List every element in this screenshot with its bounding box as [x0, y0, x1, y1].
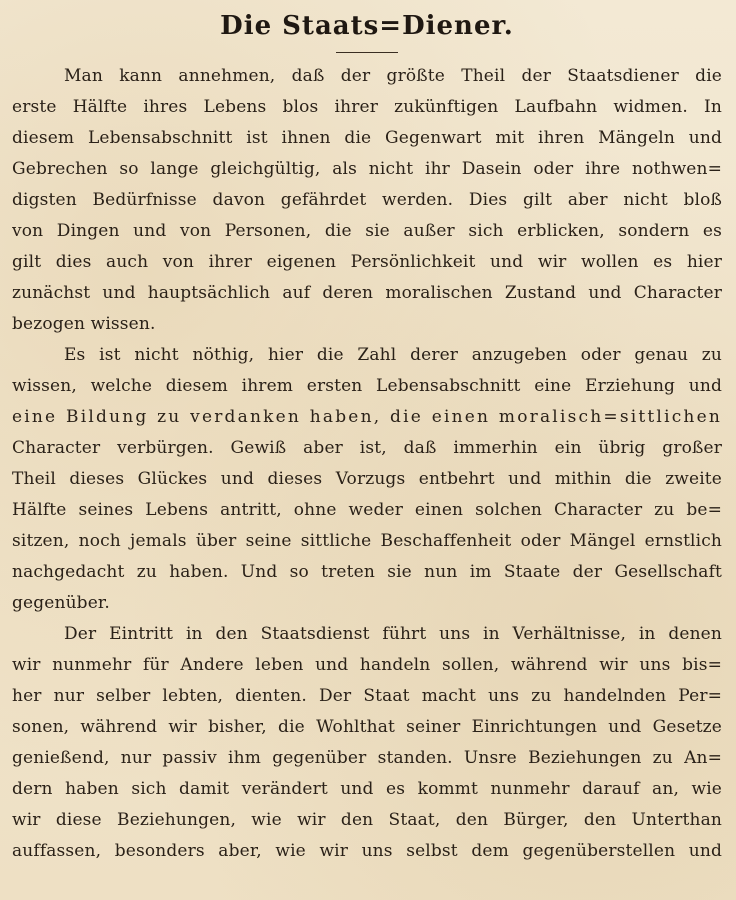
text-line: digsten Bedürfnisse davon gefährdet werden. Dies gilt aber nicht bloß — [12, 190, 722, 210]
text-line: eine Bildung zu verdanken haben, die einen moralisch=sittlichen — [12, 407, 722, 427]
text-line: sonen, während wir bisher, die Wohlthat seiner Einrichtungen und Gesetze — [12, 717, 722, 737]
text-line: nachgedacht zu haben. Und so treten sie nun im Staate der Gesellschaft — [12, 562, 722, 582]
text-line: Hälfte seines Lebens antritt, ohne weder einen solchen Character zu be= — [12, 500, 722, 520]
text-line: wir diese Beziehungen, wie wir den Staat, den Bürger, den Unterthan — [12, 810, 722, 830]
text-line: bezogen wissen. — [12, 314, 156, 334]
text-line: gegenüber. — [12, 593, 110, 613]
page-title: Die Staats=Diener. — [220, 11, 514, 41]
text-line: zunächst und hauptsächlich auf deren moralischen Zustand und Character — [12, 283, 722, 303]
text-line: diesem Lebensabschnitt ist ihnen die Gegenwart mit ihren Mängeln und — [12, 128, 722, 148]
text-line: wissen, welche diesem ihrem ersten Lebensabschnitt eine Erziehung und — [12, 376, 722, 396]
text-line: sitzen, noch jemals über seine sittliche Beschaffenheit oder Mängel ernstlich — [12, 531, 722, 551]
text-line: gilt dies auch von ihrer eigenen Persönlichkeit und wir wollen es hier — [12, 252, 722, 272]
text-line: her nur selber lebten, dienten. Der Staat macht uns zu handelnden Per= — [12, 686, 722, 706]
text-line: Character verbürgen. Gewiß aber ist, daß immerhin ein übrig großer — [12, 438, 722, 458]
text-line: wir nunmehr für Andere leben und handeln sollen, während wir uns bis= — [12, 655, 722, 675]
text-line: von Dingen und von Personen, die sie außer sich erblicken, sondern es — [12, 221, 722, 241]
text-line: Gebrechen so lange gleichgültig, als nicht ihr Dasein oder ihre nothwen= — [12, 159, 722, 179]
paragraph-1 — [12, 61, 722, 340]
text-line: erste Hälfte ihres Lebens blos ihrer zukünftigen Laufbahn widmen. In — [12, 97, 722, 117]
text-line: Man kann annehmen, daß der größte Theil der Staatsdiener die — [64, 66, 722, 86]
text-line: Es ist nicht nöthig, hier die Zahl derer anzugeben oder genau zu — [64, 345, 722, 365]
paragraph-3 — [12, 619, 722, 867]
text-line: auffassen, besonders aber, wie wir uns selbst dem gegenüberstellen und — [12, 841, 722, 861]
text-line: dern haben sich damit verändert und es kommt nunmehr darauf an, wie — [12, 779, 722, 799]
text-line: Theil dieses Glückes und dieses Vorzugs entbehrt und mithin die zweite — [12, 469, 722, 489]
title-divider — [336, 52, 398, 53]
paragraph-2 — [12, 340, 722, 619]
text-line: genießend, nur passiv ihm gegenüber standen. Unsre Beziehungen zu An= — [12, 748, 722, 768]
text-line: Der Eintritt in den Staatsdienst führt uns in Verhältnisse, in denen — [64, 624, 722, 644]
